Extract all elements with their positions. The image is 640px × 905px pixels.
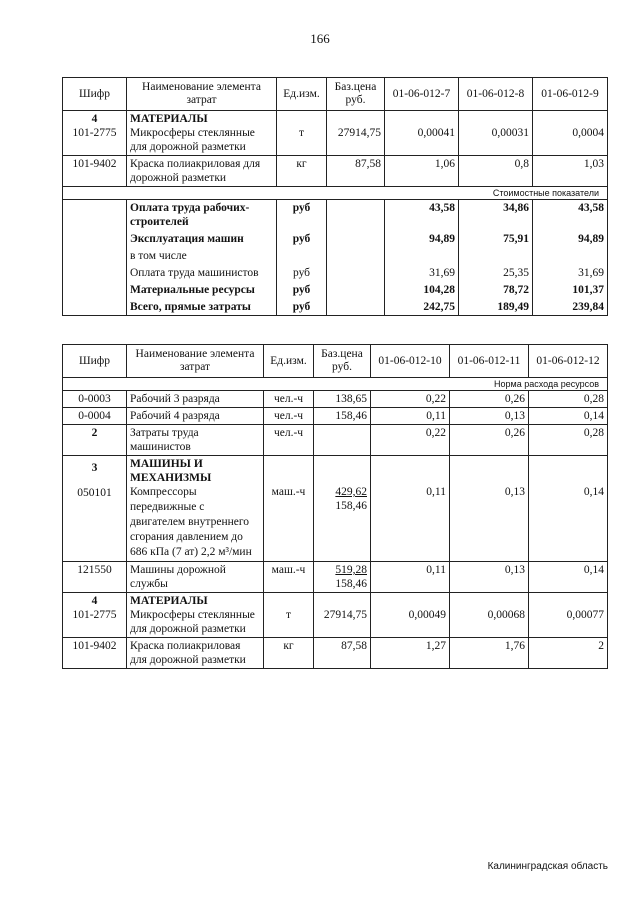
row-code: 101-2775 [72,127,117,139]
row-price: 87,58 [327,156,385,187]
cost-row-name: Всего, прямые затраты [127,299,277,316]
cost-row-name: Оплата труда машинистов [127,265,277,282]
row-unit: маш.-ч [271,486,306,498]
row-value: 0,14 [529,562,608,593]
row-value: 1,76 [450,638,529,669]
machines-title: МАШИНЫ И МЕХАНИЗМЫ [130,458,212,484]
region-footer: Калининградская область [487,861,608,872]
row-value: 1,03 [533,156,608,187]
row-value: 0,28 [529,425,608,456]
cost-row-value: 239,84 [533,299,608,316]
row-price: 158,46 [314,408,371,425]
header-price: Баз.цена руб. [314,345,371,378]
row-value: 0,11 [426,486,446,498]
row-name: Краска полиакриловая для дорожной разметки [127,638,264,669]
cost-row [63,248,608,265]
row-name: Микросферы стеклянные для дорожной разметки [130,127,255,153]
cost-row-value [459,248,533,265]
table-row [63,156,608,187]
section-row [63,378,608,391]
row-price-driver: 158,46 [335,500,367,512]
table-header-row [63,78,608,111]
cost-row-value: 242,75 [385,299,459,316]
row-name: Затраты труда машинистов [127,425,264,456]
header-col-11: 01-06-012-11 [450,345,529,378]
header-col-9: 01-06-012-9 [533,78,608,111]
header-unit: Ед.изм. [277,78,327,111]
section-label: Норма расхода ресурсов [63,378,608,391]
cost-row-value [533,248,608,265]
row-code: 121550 [63,562,127,593]
header-col-10: 01-06-012-10 [371,345,450,378]
cost-row-value: 43,58 [533,200,608,231]
cost-row-value: 104,28 [385,282,459,299]
cost-row [63,231,608,248]
cost-row-value: 31,69 [533,265,608,282]
row-value: 0,00049 [408,609,446,621]
header-col-7: 01-06-012-7 [385,78,459,111]
row-value: 0,11 [371,562,450,593]
row-value: 0,8 [459,156,533,187]
row-name: Микросферы стеклянные для дорожной разметки [130,609,255,635]
header-code: Шифр [63,345,127,378]
row-price: 27914,75 [323,609,367,621]
header-col-12: 01-06-012-12 [529,345,608,378]
table-row [63,593,608,638]
row-unit: т [285,609,292,621]
cost-row-unit: руб [277,231,327,248]
cost-row-unit: руб [277,282,327,299]
cost-row-unit [277,248,327,265]
row-name: Краска полиакриловая для дорожной разметки [127,156,277,187]
row-price: 519,28 [335,564,367,576]
cost-row-value: 43,58 [385,200,459,231]
page-number: 166 [310,31,330,46]
row-value: 0,13 [504,486,525,498]
row-value: 0,22 [371,425,450,456]
cost-row-name: Эксплуатация машин [127,231,277,248]
table-row [63,425,608,456]
cost-row-value: 94,89 [385,231,459,248]
row-value: 0,14 [583,486,604,498]
header-name: Наименование элемента затрат [127,78,277,111]
row-code: 050101 [77,487,112,499]
row-code: 0-0004 [63,408,127,425]
row-value: 0,00041 [417,127,455,139]
row-price: 27914,75 [337,127,381,139]
row-name: Компрессоры передвижные с двигателем внутреннего сгорания давлением до 686 кПа (7 ат) 2,2 м³/мин [130,486,252,558]
section-label: Стоимостные показатели [63,187,608,200]
row-value: 0,11 [371,408,450,425]
header-col-8: 01-06-012-8 [459,78,533,111]
table-row [63,456,608,562]
cost-row-value: 34,86 [459,200,533,231]
row-code: 2 [63,425,127,456]
cost-row-name: Оплата труда рабочих-строителей [127,200,277,231]
row-value: 0,22 [371,391,450,408]
row-value: 1,27 [371,638,450,669]
cost-row-value: 75,91 [459,231,533,248]
cost-row-name: Материальные ресурсы [127,282,277,299]
header-price: Баз.цена руб. [327,78,385,111]
row-value: 0,0004 [572,127,604,139]
materials-code: 4 101-2775 [63,111,127,156]
row-unit: кг [264,638,314,669]
row-name: Машины дорожной службы [127,562,264,593]
row-name: Рабочий 4 разряда [127,408,264,425]
row-value: 0,28 [529,391,608,408]
row-value: 1,06 [385,156,459,187]
cost-table-2 [62,344,608,669]
section-row [63,187,608,200]
row-value: 0,13 [450,562,529,593]
cost-row-value [385,248,459,265]
row-code: 101-9402 [63,638,127,669]
row-unit: чел.-ч [264,425,314,456]
row-value: 0,00031 [491,127,529,139]
table-row [63,638,608,669]
cost-row-unit: руб [277,299,327,316]
header-code: Шифр [63,78,127,111]
row-unit: кг [277,156,327,187]
table-row [63,391,608,408]
row-unit: т [298,127,305,139]
materials-title: МАТЕРИАЛЫ [130,595,208,607]
row-code: 101-9402 [63,156,127,187]
row-value: 0,26 [450,425,529,456]
row-value: 0,13 [450,408,529,425]
cost-row-name: в том числе [127,248,277,265]
cost-row [63,265,608,282]
table-row [63,111,608,156]
cost-row [63,282,608,299]
table-row [63,562,608,593]
row-price: 87,58 [314,638,371,669]
row-name: Рабочий 3 разряда [127,391,264,408]
cost-table-1 [62,77,608,316]
table-header-row [63,345,608,378]
cost-row-value: 25,35 [459,265,533,282]
row-value: 0,00068 [487,609,525,621]
row-value: 0,26 [450,391,529,408]
row-code: 101-2775 [72,609,117,621]
row-unit: маш.-ч [264,562,314,593]
row-unit: чел.-ч [264,391,314,408]
cost-rows [63,200,608,316]
header-name: Наименование элемента затрат [127,345,264,378]
cost-row-unit: руб [277,200,327,231]
row-value: 0,14 [529,408,608,425]
cost-row-value: 78,72 [459,282,533,299]
table-row [63,408,608,425]
row-price: 429,62 [335,486,367,498]
cost-row-unit: руб [277,265,327,282]
machines-code: 3 [91,462,98,474]
cost-row-value: 94,89 [533,231,608,248]
row-code: 0-0003 [63,391,127,408]
row-value: 2 [529,638,608,669]
row-value: 0,00077 [566,609,604,621]
cost-row-value: 189,49 [459,299,533,316]
cost-row-value: 101,37 [533,282,608,299]
cost-row [63,200,608,231]
header-unit: Ед.изм. [264,345,314,378]
row-price-driver: 158,46 [335,578,367,590]
materials-title: МАТЕРИАЛЫ [130,113,208,125]
materials-code: 4 [91,595,98,607]
cost-row [63,299,608,316]
cost-row-value: 31,69 [385,265,459,282]
row-price: 138,65 [314,391,371,408]
row-unit: чел.-ч [264,408,314,425]
